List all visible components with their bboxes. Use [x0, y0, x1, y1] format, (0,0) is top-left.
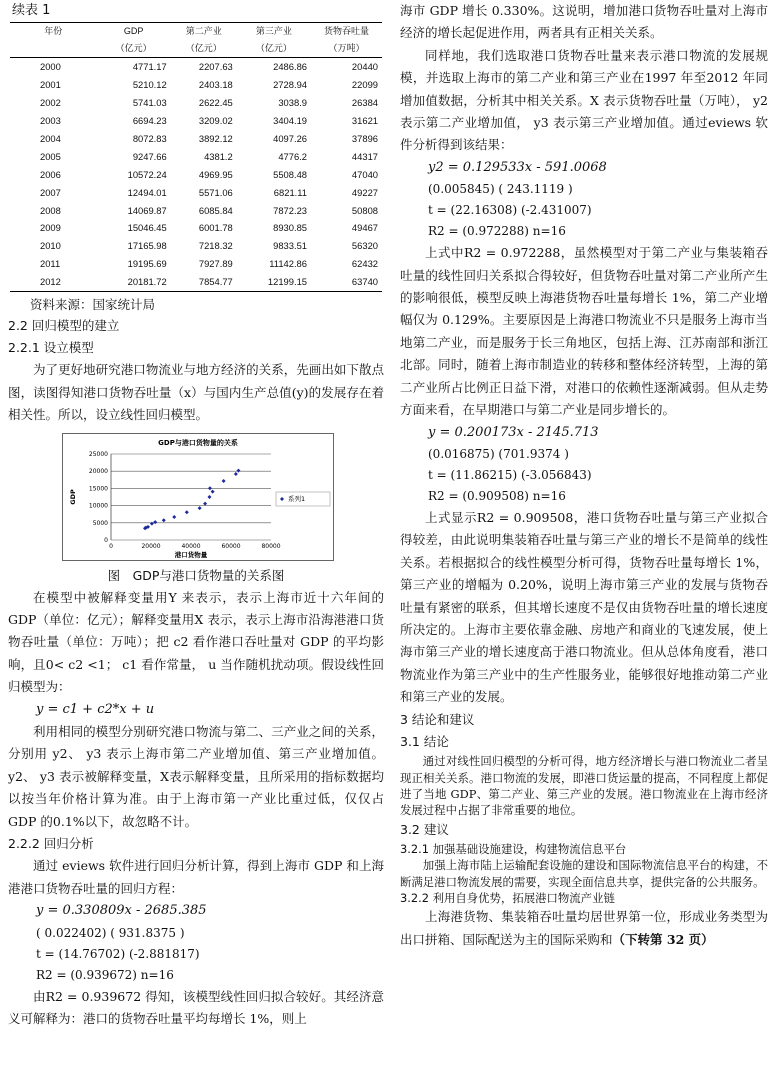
- data-point: [185, 510, 189, 514]
- paragraph: 通过 eviews 软件进行回归分析计算，得到上海市 GDP 和上海港港口货物吞吐量的回归方程：: [8, 858, 384, 896]
- table-cell: 9833.51: [273, 240, 307, 252]
- data-point: [203, 501, 207, 505]
- table-cell: 2207.63: [198, 61, 233, 73]
- table-cell: 5571.06: [198, 186, 233, 198]
- table-row: [10, 112, 382, 130]
- table-cell: 6821.11: [273, 186, 307, 198]
- table-cell: 49467: [351, 222, 378, 234]
- paragraph: 加强上海市陆上运输配套设施的建设和国际物流信息平台的构建，不断满足港口物流发展的需要，实现全面信息共享，提供完备的公共服务。: [400, 858, 768, 889]
- equation-1-r2: R2 = (0.939672) n=16: [36, 967, 174, 982]
- table-cell: 50808: [351, 204, 378, 216]
- paragraph: 上式显示R2 = 0.909508，港口货物吞吐量与第三产业拟合得较差，由此说明集装箱吞吐量与第三产业的增长不是简单的线性关系。若根据拟合的线性模型分析可得，货物吞吐量每增长 1%，第三产业的增幅为 0.20%，说明上海市第三产业的发展与货物吞吐量有紧密的联系，但其增长速度不是仅由货物吞吐量的增长速度所决定的。上海市主要依靠金融、房地产和商业的飞速发展，使上海市第三产业的增长速度高于港口物流业。但从总体角度看，港口物流业作为第三产业中的生产性服务业，能够很好地推动第二产业和第三产业的发展。: [400, 509, 768, 705]
- section-heading-3: 3 结论和建议: [400, 711, 475, 727]
- table-cell: 2005: [40, 150, 61, 162]
- continued-note: （下转第 32 页）: [612, 931, 714, 947]
- left-column: [8, 0, 384, 1031]
- table-cell: 63740: [311, 273, 382, 291]
- table-header-unit: （亿元）: [171, 40, 237, 58]
- table-cell: 56320: [351, 240, 378, 252]
- table-row: [10, 219, 382, 237]
- table-header-unit: （亿元）: [237, 40, 311, 58]
- x-tick-label: 40000: [181, 542, 201, 550]
- table-row: [10, 237, 382, 255]
- table-cell: 2728.94: [273, 79, 307, 91]
- equation-model: y = c1 + c2*x + u: [36, 701, 155, 717]
- y-tick-label: 20000: [88, 467, 108, 475]
- section-heading-2-2-1: 2.2.1 设立模型: [8, 339, 94, 355]
- table-cell: 2002: [40, 97, 61, 109]
- paragraph: 在模型中被解释变量用Y 来表示，表示上海市近十六年间的GDP（单位：亿元）；解释变量用X 表示，表示上海市沿海港港口货物吞吐量（单位：万吨）；把 c2 看作港口吞吐量对 GDP 的平均影响，且0< c2 <1； c1 看作常量， u 当作随机扰动项。假设线性回归模型为：: [8, 589, 384, 695]
- table-cell: 12494.01: [127, 186, 167, 198]
- table-cell: 6085.84: [198, 204, 233, 216]
- table-cell: 9247.66: [132, 150, 167, 162]
- table-cell: 37896: [351, 133, 378, 144]
- data-point: [222, 479, 226, 483]
- table-cell: 2622.45: [198, 97, 233, 109]
- equation-3-r2: R2 = (0.909508) n=16: [428, 488, 566, 503]
- table-cell: 17165.98: [127, 240, 167, 252]
- table-cell: 26384: [351, 97, 378, 109]
- figure-caption: 图 GDP与港口货物量的关系图: [107, 567, 285, 583]
- table-cell: 22099: [351, 79, 378, 91]
- table-cell: 10572.24: [127, 168, 167, 180]
- table-cell: 7927.89: [198, 258, 233, 270]
- right-column: [400, 0, 768, 951]
- x-tick-label: 80000: [261, 542, 281, 550]
- table-caption: 续表 1: [12, 3, 51, 18]
- y-tick-label: 0: [104, 536, 108, 544]
- data-point: [234, 472, 238, 476]
- data-point: [162, 518, 166, 522]
- table-cell: 7218.32: [198, 240, 233, 252]
- table-header-cell: GDP: [96, 23, 170, 41]
- table-cell: 6694.23: [132, 115, 167, 127]
- paragraph-text: 上海港货物、集装箱吞吐量均居世界第一位，形成业务类型为出口拼箱、国际配送为主的国际采购和: [400, 909, 768, 947]
- table-cell: 2011: [40, 258, 61, 270]
- equation-3-t: t = (11.86215) (-3.056843): [428, 467, 592, 482]
- table-header-unit: （亿元）: [96, 40, 170, 58]
- table-cell: 19195.69: [127, 258, 167, 270]
- scatter-chart-svg: [63, 434, 333, 560]
- data-point: [208, 486, 212, 490]
- table-cell: 2008: [40, 204, 61, 216]
- table-cell: 14069.87: [127, 204, 167, 216]
- table-cell: 44317: [351, 150, 378, 162]
- table-cell: 31621: [351, 115, 378, 127]
- table-cell: 6001.78: [198, 222, 233, 234]
- table-cell: 4969.95: [198, 168, 233, 180]
- data-point: [198, 506, 202, 510]
- table-cell: 47040: [351, 168, 378, 180]
- section-heading-2-2: 2.2 回归模型的建立: [8, 317, 120, 333]
- table-row: [10, 94, 382, 112]
- table-cell: 3209.02: [198, 115, 233, 127]
- x-tick-label: 0: [109, 542, 113, 550]
- legend-label: 系列1: [288, 494, 306, 503]
- y-tick-label: 25000: [88, 450, 108, 458]
- table-cell: 5508.48: [273, 168, 307, 180]
- y-axis-label: GDP: [69, 488, 77, 505]
- table-body: [10, 58, 382, 292]
- scatter-chart: [62, 433, 334, 561]
- table-row: [10, 255, 382, 273]
- paragraph: 同样地，我们选取港口货物吞吐量来表示港口物流的发展规模，并选取上海市的第二产业和第三产业在1997 年至2012 年同增加值数据，分析其中相关关系。X 表示货物吞吐量（万吨）， y2 表示第二产业增加值， y3 表示第三产业增加值。通过eviews 软件分析得到该结果：: [400, 47, 768, 153]
- section-heading-3-1: 3.1 结论: [400, 733, 449, 749]
- section-heading-3-2-2: 3.2.2 利用自身优势，拓展港口物流产业链: [400, 890, 615, 905]
- table-cell: 20181.72: [96, 273, 170, 291]
- table-cell: 2010: [40, 240, 61, 252]
- table-cell: 3404.19: [273, 115, 307, 127]
- table-cell: 2403.18: [198, 79, 233, 91]
- table-row: [10, 165, 382, 183]
- equation-2-t: t = (22.16308) (-2.431007): [428, 203, 592, 218]
- table-row: [10, 130, 382, 148]
- table-cell: 5210.12: [132, 79, 167, 91]
- equation-2-se: (0.005845) ( 243.1119 ): [428, 182, 573, 197]
- data-point: [236, 468, 240, 472]
- table-cell: 8930.85: [273, 222, 307, 234]
- table-header-unit: （万吨）: [311, 40, 382, 58]
- table-cell: 4771.17: [132, 61, 167, 73]
- table-cell: 12199.15: [237, 273, 311, 291]
- paragraph: 由R2 = 0.939672 得知，该模型线性回归拟合较好。其经济意义可解释为：港口的货物吞吐量平均每增长 1%，则上: [8, 988, 384, 1027]
- equation-1-t: t = (14.76702) (-2.881817): [36, 946, 200, 961]
- table-cell: 49227: [351, 186, 378, 198]
- equation-3-se: (0.016875) (701.9374 ): [428, 446, 569, 461]
- table-header-cell: 第三产业: [237, 23, 311, 41]
- equation-1-se: ( 0.022402) ( 931.8375 ): [36, 925, 185, 940]
- paragraph: [400, 906, 768, 951]
- table-cell: 3038.9: [278, 97, 307, 109]
- table-cell: 7854.77: [171, 273, 237, 291]
- table-cell: 2486.86: [273, 61, 307, 73]
- table-row: [10, 58, 382, 76]
- x-axis-label: 港口货物量: [174, 550, 208, 559]
- table-row: [10, 201, 382, 219]
- paragraph: 通过对线性回归模型的分析可得，地方经济增长与港口物流业二者呈现正相关关系。港口物流的发展，即港口货运量的提高，不同程度上都促进了当地 GDP、第二产业、第三产业的发展。港口物流业在上海市经济发展过程中占据了非常重要的地位。: [400, 754, 768, 818]
- data-point: [211, 489, 215, 493]
- table-cell: 4776.2: [278, 150, 307, 162]
- table-cell: 4381.2: [204, 150, 233, 162]
- table-row: [10, 147, 382, 165]
- section-heading-2-2-2: 2.2.2 回归分析: [8, 836, 94, 852]
- table-cell: 2009: [40, 222, 61, 234]
- data-table: [10, 22, 382, 292]
- x-tick-label: 60000: [221, 542, 241, 550]
- table-header-cell: 年份: [10, 23, 96, 41]
- table-header-cell: 第二产业: [171, 23, 237, 41]
- paragraph: 利用相同的模型分别研究港口物流与第二、三产业之间的关系，分别用 y2、 y3 表示上海市第二产业增加值、第三产业增加值。y2、 y3 表示被解释变量，X表示解释变量，且所采用的指标数据均以按当年价格计算为准。由于上海市第一产业比重过低，仅仅占GDP 的0.1%以下，故忽略不计。: [8, 724, 384, 829]
- table-cell: 2003: [40, 115, 61, 127]
- table-cell: 5741.03: [132, 97, 167, 109]
- paragraph: 为了更好地研究港口物流业与地方经济的关系，先画出如下散点图，读图得知港口货物吞吐量（x）与国内生产总值(y)的发展存在着相关性。所以，设立线性回归模型。: [8, 362, 384, 423]
- data-point: [150, 521, 154, 525]
- paragraph: 海市 GDP 增长 0.330%。这说明，增加港口货物吞吐量对上海市经济的增长起促进作用，两者具有正相关关系。: [400, 3, 768, 41]
- table-cell: 8072.83: [132, 133, 167, 144]
- table-source: 资料来源：国家统计局: [30, 296, 156, 312]
- table-header-unit: [10, 40, 96, 58]
- table-cell: 2000: [40, 61, 61, 73]
- table-cell: 15046.45: [127, 222, 167, 234]
- table-cell: 11142.86: [269, 258, 307, 270]
- table-cell: 2006: [40, 168, 61, 180]
- table-header-cell: 货物吞吐量: [311, 23, 382, 41]
- table-cell: 62432: [351, 258, 378, 270]
- table-cell: 2007: [40, 186, 61, 198]
- table-cell: 20440: [351, 61, 378, 73]
- equation-2: y2 = 0.129533x - 591.0068: [428, 159, 607, 175]
- table-row: [10, 273, 382, 291]
- table-cell: 3892.12: [198, 133, 233, 144]
- y-tick-label: 5000: [92, 519, 108, 527]
- chart-title: GDP与港口货物量的关系: [158, 438, 238, 447]
- paragraph: 上式中R2 = 0.972288，虽然模型对于第二产业与集装箱吞吐量的线性回归关系拟合得较好，但货物吞吐量对第二产业所产生的影响很低，模型反映上海港货物吞吐量每增长 1%，第二产业增幅仅为 0.129%。主要原因是上海港口物流业不只是服务上海市当地第二产业，而是服务于长三角地区，包括上海、江苏南部和浙江北部。同时，随着上海市制造业的转移和整体经济转型，上海的第二产业所占比例正日益下滑，对港口的依赖性逐渐减弱。但从走势方面来看，在早期港口与第二产业是同步增长的。: [400, 245, 768, 418]
- table-cell: 4097.26: [273, 133, 307, 144]
- table-row: [10, 183, 382, 201]
- x-tick-label: 20000: [141, 542, 161, 550]
- section-heading-3-2: 3.2 建议: [400, 821, 449, 837]
- equation-3: y = 0.200173x - 2145.713: [428, 424, 599, 440]
- table-cell: 2012: [10, 273, 96, 291]
- table-cell: 2001: [40, 79, 61, 91]
- equation-1: y = 0.330809x - 2685.385: [36, 903, 207, 919]
- table-cell: 2004: [40, 133, 61, 144]
- table-header-unit-row: [10, 40, 382, 58]
- y-tick-label: 10000: [88, 502, 108, 510]
- table-cell: 7872.23: [273, 204, 307, 216]
- table-row: [10, 76, 382, 94]
- data-point: [207, 495, 211, 499]
- data-point: [153, 520, 157, 524]
- data-point: [172, 515, 176, 519]
- table-header-row: [10, 23, 382, 41]
- section-heading-3-2-1: 3.2.1 加强基础设施建设，构建物流信息平台: [400, 841, 627, 856]
- y-tick-label: 15000: [88, 485, 108, 493]
- equation-2-r2: R2 = (0.972288) n=16: [428, 224, 566, 239]
